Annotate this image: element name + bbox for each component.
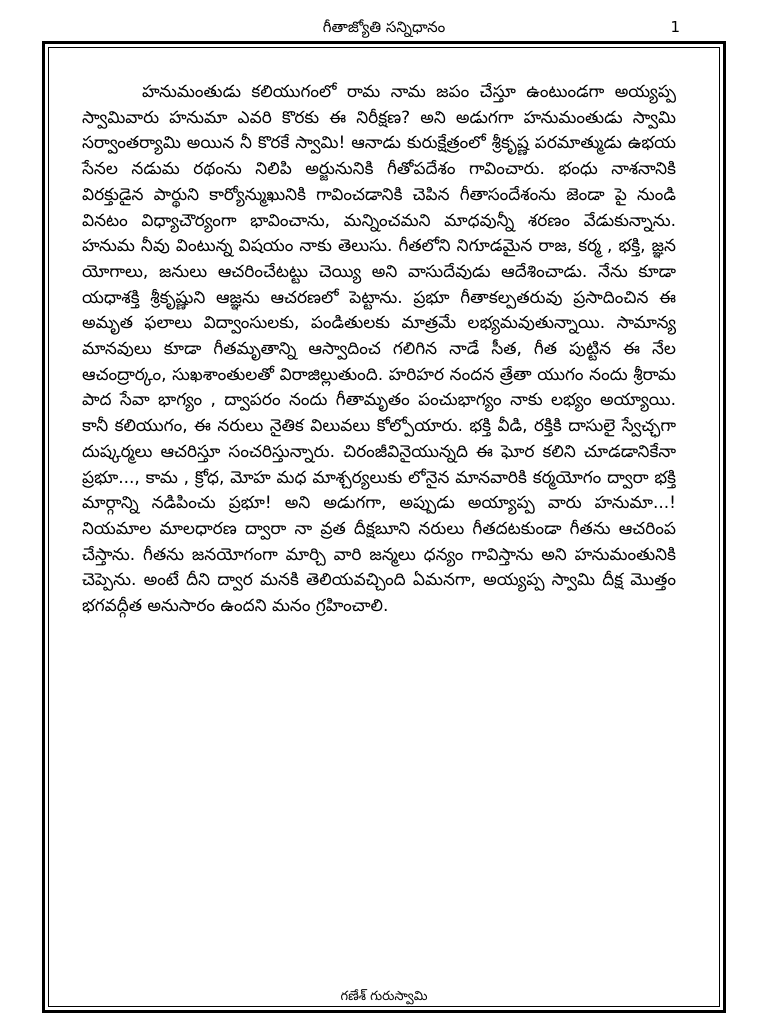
body-paragraph: హనుమంతుడు కలియుగంలో రామ నామ జపం చేస్తూ ఉంటుండగా అయ్యప్ప స్వామివారు హనుమా ఎవరి కొరకు ఈ నిరీక్షణ? అని అడుగగా హనుమంతుడు స్వామి సర్వాంతర్యామి అయిన నీ కొరకే స్వామి! ఆనాడు కురుక్షేత్రంలో శ్రీకృష్ణ పరమాత్ముడు ఉభయ సేనల నడుమ రథంను నిలిపి అర్జునునికి గీతోపదేశం గావించారు. భంధు నాశనానికి విరక్తుడైన పార్థుని కార్యోన్ముఖునికి గావించడానికి చెపిన గీతాసందేశంను జెండా పై నుండి వినటం విధ్యాచౌర్యంగా భావించాను, మన్నించమని మాధవున్నీ శరణం వేడుకున్నాను. హనుమ నీవు వింటున్న విషయం నాకు తెలుసు. గీతలోని నిగూడమైన రాజ, కర్మ , భక్తి, జ్ఞన యోగాలు, జనులు ఆచరించేటట్టు చెయ్యి అని వాసుదేవుడు ఆదేశించాడు. నేను కూడా యధాశక్తి శ్రీకృష్ణుని ఆజ్ఞను ఆచరణలో పెట్టాను. ప్రభూ గీతాకల్పతరువు ప్రసాదించిన ఈ అమృత ఫలాలు విద్వాంసులకు, పండితులకు మాత్రమే లభ్యమవుతున్నాయి. సామాన్య మానవులు కూడా గీతమృతాన్ని ఆస్వాదించ గలిగిన నాడే సీత, గీత పుట్టిన ఈ నేల ఆచంద్రార్కం, సుఖశాంతులతో విరాజిల్లుతుంది. హరిహర నందన త్రేతా యుగం నందు శ్రీరామ పాద సేవా భాగ్యం , ద్వాపరం నందు గీతామృతం పంచుభాగ్యం నాకు లభ్యం అయ్యాయి. కానీ కలియుగం, ఈ నరులు నైతిక విలువలు కోల్పోయారు. భక్తి వీడి, రక్తికి దాసులై స్వేచ్ఛగా దుష్కర్మలు ఆచరిస్తూ సంచరిస్తున్నారు. చిరంజీవినైయున్నది ఈ ఘోర కలిని చూడడానికేనా ప్రభూ..., కామ , క్రోధ, మోహ మధ మాశ్చర్యలుకు లోనైన మానవారికి కర్మయోగం ద్వారా భక్తి మార్గాన్ని నడిపించు ప్రభూ! అని అడుగగా, అప్పుడు అయ్యాప్ప వారు హనుమా...! నియమాల మాలధారణ ద్వారా నా వ్రత దీక్షబూని నరులు గీతదటకుండా గీతను ఆచరింప చేస్తాను. గీతను జనయోగంగా మార్చి వారి జన్మలు ధన్యం గావిస్తాను అని హనుమంతునికి చెప్పెను. అంటే దీని ద్వార మనకి తెలియవచ్చింది ఏమనగా, అయ్యప్ప స్వామి దీక్ష మొత్తం భగవద్గీత అనుసారం ఉందని మనం గ్రహించాలి. [82, 82, 676, 617]
page-number: 1 [670, 18, 680, 36]
header-title: గీతాజ్యోతి సన్నిధానం [322, 18, 446, 36]
page-header [0, 14, 768, 40]
footer-author: గణేశ్ గురుస్వామి [340, 989, 428, 1004]
